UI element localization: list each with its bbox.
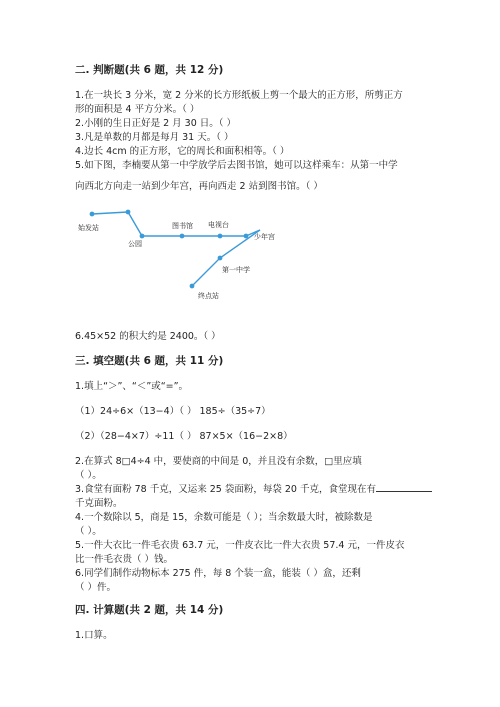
label-youth-palace: 少年宫 [254, 233, 275, 241]
stop-youth-palace [244, 234, 249, 239]
stop-terminal [190, 284, 195, 289]
fill-q3-blank [376, 483, 432, 492]
stop-park [140, 234, 145, 239]
fill-q2-line2: （ ）。 [75, 470, 102, 481]
section-2-title: 二. 判断题(共 6 题，共 12 分) [75, 64, 224, 76]
label-school: 第一中学 [222, 266, 250, 274]
fill-q4-line1: 4.一个数除以 5，商是 15，余数可能是（ ）；当余数最大时，被除数是 [75, 512, 373, 523]
fill-q5-line2: 比一件毛衣贵（ ）钱。 [75, 554, 174, 565]
judge-q5-line2: 向西北方向走一站到少年宫，再向西走 2 站到图书馆。（ ） [75, 181, 323, 192]
calc-q1: 1.口算。 [75, 630, 113, 641]
label-tv-tower: 电视台 [208, 221, 229, 229]
fill-q3-line1: 3.食堂有面粉 78 千克，又运来 25 袋面粉，每袋 20 千克，食堂现在有 [75, 481, 432, 495]
stop-library [180, 234, 185, 239]
fill-q5-line1: 5.一件大衣比一件毛衣贵 63.7 元，一件皮衣比一件大衣贵 57.4 元，一件皮衣 [75, 540, 405, 551]
judge-q6: 6.45×52 的积大约是 2400。（ ） [75, 331, 221, 342]
fill-q1: 1.填上“＞”、“＜”或“=”。 [75, 381, 189, 392]
judge-q2: 2.小刚的生日正好是 2 月 30 日。（ ） [75, 118, 237, 129]
label-terminal: 终点站 [198, 292, 219, 300]
judge-q1-line2: 形的面积是 4 平方分米。（ ） [75, 104, 200, 115]
section-3-title: 三. 填空题(共 6 题，共 11 分) [75, 355, 224, 367]
fill-q6-line2: （ ）件。 [75, 582, 117, 593]
section-4-title: 四. 计算题(共 2 题，共 14 分) [75, 604, 224, 616]
bus-route-map [70, 200, 300, 310]
stop-school [218, 256, 223, 261]
fill-q4-line2: （ ）。 [75, 526, 102, 537]
judge-q3: 3.凡是单数的月都是每月 31 天。（ ） [75, 132, 234, 143]
fill-q3-line2: 千克面粉。 [75, 498, 123, 509]
stop-tv-tower [218, 234, 223, 239]
judge-q1-line1: 1.在一块长 3 分米，宽 2 分米的长方形纸板上剪一个最大的正方形，所剪正方 [75, 90, 403, 101]
label-start: 始发站 [78, 224, 99, 232]
judge-q4: 4.边长 4cm 的正方形，它的周长和面积相等。（ ） [75, 146, 290, 157]
judge-q5-line1: 5.如下图，李楠要从第一中学放学后去图书馆，她可以这样乘车：从第一中学 [75, 160, 398, 171]
label-park: 公园 [128, 240, 142, 248]
fill-q1b: （2）（28−4×7）÷11（ ） 87×5×（16−2×8） [75, 431, 293, 442]
label-library: 图书馆 [172, 222, 193, 230]
stop-start [90, 212, 95, 217]
fill-q1a: （1）24÷6×（13−4）（ ） 185÷（35÷7） [75, 406, 271, 417]
fill-q2-line1: 2.在算式 8□4÷4 中，要使商的中间是 0，并且没有余数，□里应填 [75, 456, 362, 467]
stop-bend [126, 210, 131, 215]
fill-q6-line1: 6.同学们制作动物标本 275 件，每 8 个装一盒，能装（ ）盒，还剩 [75, 568, 361, 579]
